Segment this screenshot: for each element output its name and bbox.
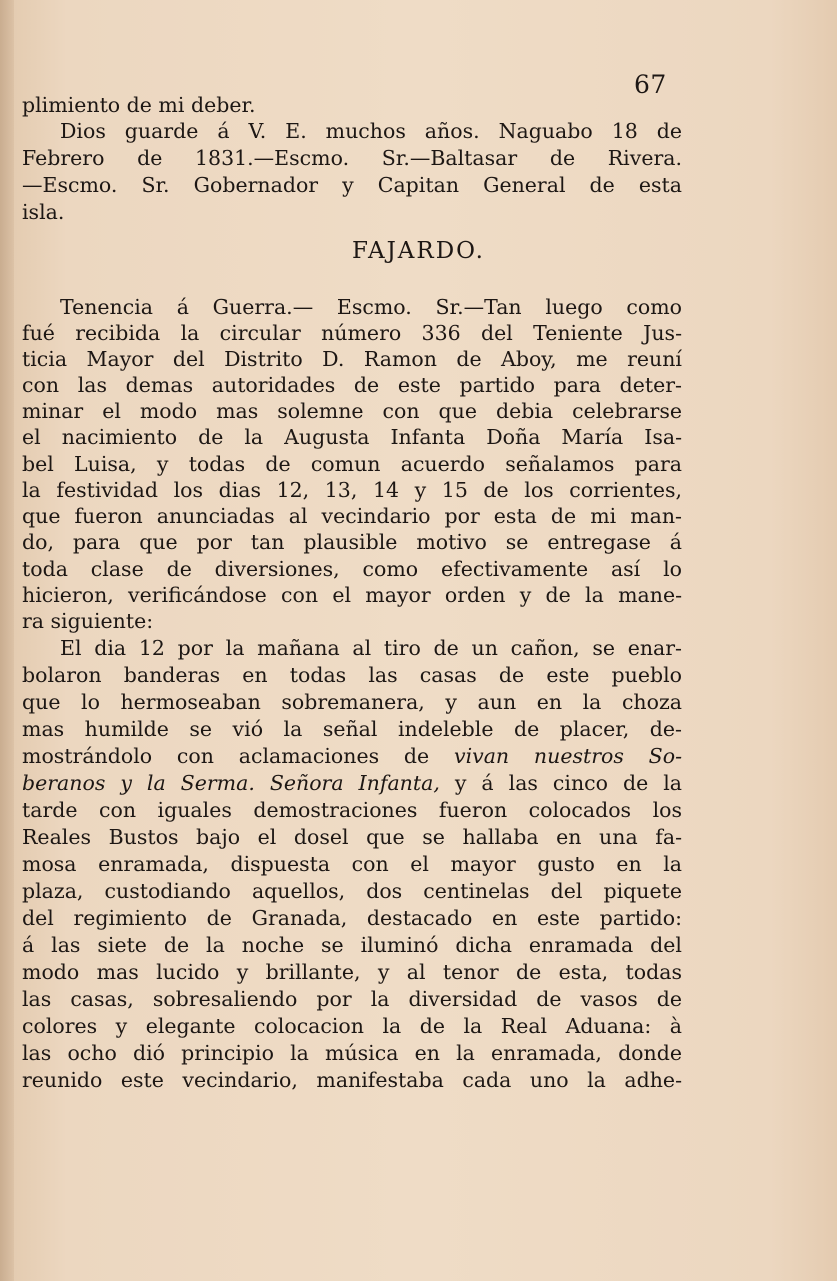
text-line: las casas, sobresaliendo por la diversidad de vasos de [22,987,682,1011]
text-line: bel Luisa, y todas de comun acuerdo señalamos para [22,452,682,476]
text-line: mosa enramada, dispuesta con el mayor gusto en la [22,852,682,876]
text-line: tarde con iguales demostraciones fueron colocados los [22,798,682,822]
text-line: Tenencia á Guerra.— Escmo. Sr.—Tan luego como [60,295,682,319]
text-line: hicieron, verificándose con el mayor orden y de la mane- [22,583,682,607]
text-line: Febrero de 1831.—Escmo. Sr.—Baltasar de Rivera. [22,146,682,170]
text-line: á las siete de la noche se iluminó dicha enramada del [22,933,682,957]
text-line: la festividad los dias 12, 13, 14 y 15 de los corrientes, [22,478,682,502]
italic-phrase: beranos y la Serma. Señora Infanta, [22,771,440,795]
text-line: del regimiento de Granada, destacado en este partido: [22,906,682,930]
text-line: plaza, custodiando aquellos, dos centinelas del piquete [22,879,682,903]
page-number: 67 [634,70,667,99]
text-line: modo mas lucido y brillante, y al tenor de esta, todas [22,960,682,984]
text-line: Dios guarde á V. E. muchos años. Naguabo 18 de [60,119,682,143]
text-line: El dia 12 por la mañana al tiro de un cañon, se enar- [60,636,682,660]
text-line: ra siguiente: [22,609,154,633]
text-line: colores y elegante colocacion la de la Real Aduana: à [22,1014,682,1038]
text-line: ticia Mayor del Distrito D. Ramon de Aboy, me reuní [22,347,682,371]
section-heading: FAJARDO. [352,238,485,264]
text-line: que fueron anunciadas al vecindario por esta de mi man- [22,504,682,528]
page-gutter [0,0,14,1281]
text-line: plimiento de mi deber. [22,93,256,117]
italic-phrase: vivan nuestros So- [453,744,682,768]
text-line: do, para que por tan plausible motivo se entregase á [22,530,682,554]
text-line: con las demas autoridades de este partido para deter- [22,373,682,397]
text-line: reunido este vecindario, manifestaba cada uno la adhe- [22,1068,682,1092]
text-line: bolaron banderas en todas las casas de este pueblo [22,663,682,687]
text-line: toda clase de diversiones, como efectivamente así lo [22,557,682,581]
text-segment: mostrándolo con aclamaciones de [22,744,454,768]
text-line [22,743,682,769]
text-line: Reales Bustos bajo el dosel que se hallaba en una fa- [22,825,682,849]
text-line: isla. [22,200,65,224]
text-line: las ocho dió principio la música en la enramada, donde [22,1041,682,1065]
text-line: que lo hermoseaban sobremanera, y aun en la choza [22,690,682,714]
text-line: mas humilde se vió la señal indeleble de placer, de- [22,717,682,741]
text-line [22,770,682,796]
text-line: el nacimiento de la Augusta Infanta Doña María Isa- [22,425,682,449]
text-line: —Escmo. Sr. Gobernador y Capitan General de esta [22,173,682,197]
text-segment: y á las cinco de la [439,771,683,795]
text-line: fué recibida la circular número 336 del Teniente Jus- [22,321,682,345]
text-line: minar el modo mas solemne con que debia celebrarse [22,399,682,423]
